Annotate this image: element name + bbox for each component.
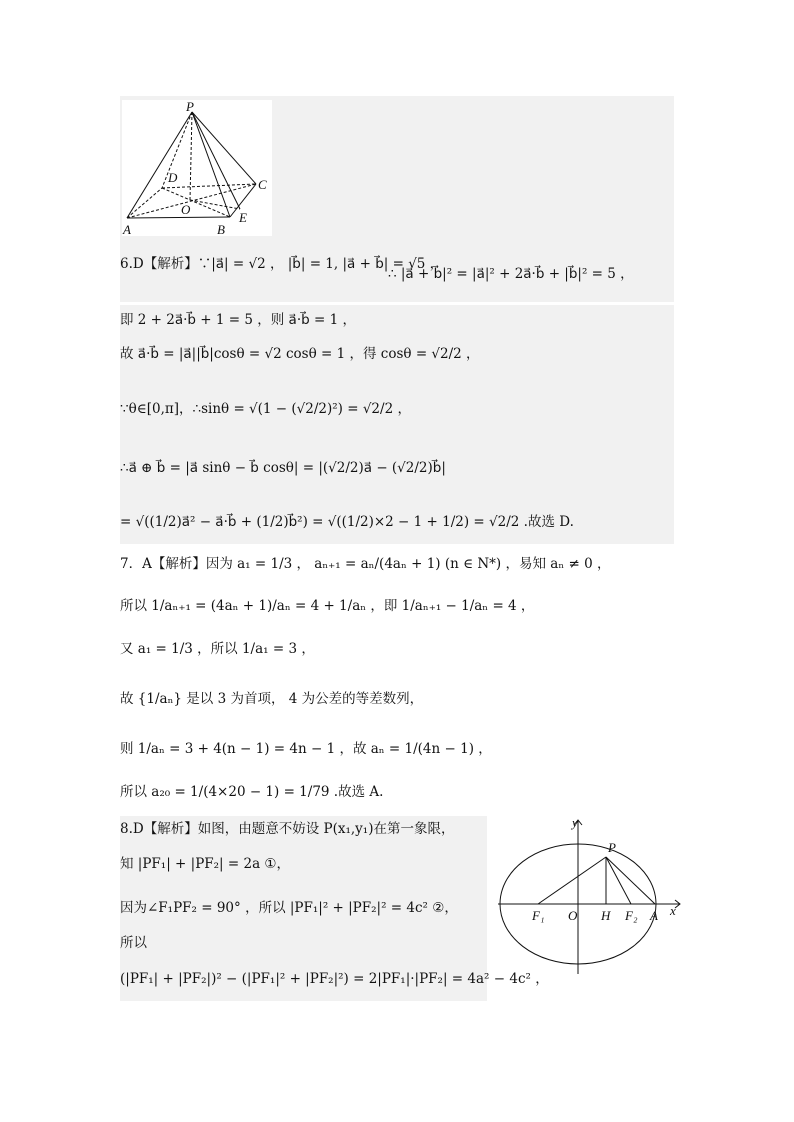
- ellipse-label-p: P: [608, 840, 616, 855]
- q8-line-5: (|PF₁| + |PF₂|)² − (|PF₁|² + |PF₂|²) = 2|PF₁|·|PF₂| = 4a² − 4c² ，: [120, 971, 549, 987]
- ellipse-label-f1: F₁: [532, 908, 545, 923]
- pyramid-label-a: A: [123, 222, 131, 236]
- q8-line-1: 8.D【解析】如图，由题意不妨设 P(x₁,y₁)在第一象限，: [120, 821, 455, 837]
- q8-line-2: 知 |PF₁| + |PF₂| = 2a ①，: [120, 856, 291, 872]
- q6-line-3: 故 a⃗·b⃗ = |a⃗||b⃗|cosθ = √2 cosθ = 1 ，得 cosθ = √2/2 ，: [120, 346, 480, 362]
- pyramid-figure: [122, 100, 272, 236]
- ellipse-label-f2: F₂: [625, 908, 638, 923]
- q8-line-3: 因为∠F₁PF₂ = 90° ，所以 |PF₁|² + |PF₂|² = 4c² ②，: [120, 900, 458, 916]
- pyramid-label-c: C: [258, 177, 267, 192]
- ellipse-label-h: H: [601, 908, 611, 923]
- ellipse-label-a: A: [650, 908, 658, 923]
- q7-line-1: 7．A【解析】因为 a₁ = 1/3 ， aₙ₊₁ = aₙ/(4aₙ + 1) (n ∈ N*) ，易知 aₙ ≠ 0 ，: [120, 556, 611, 572]
- q6-line-2: 即 2 + 2a⃗·b⃗ + 1 = 5 ，则 a⃗·b⃗ = 1 ，: [120, 312, 356, 328]
- ellipse-figure: [498, 814, 684, 976]
- q7-line-3: 又 a₁ = 1/3 ，所以 1/a₁ = 3 ，: [120, 641, 315, 657]
- pyramid-label-d: D: [168, 170, 178, 185]
- q6-line-6: = √((1/2)a⃗² − a⃗·b⃗ + (1/2)b⃗²) = √((1/2)×2 − 1 + 1/2) = √2/2 .故选 D.: [120, 514, 574, 530]
- pyramid-label-e: E: [239, 210, 247, 225]
- q7-line-2: 所以 1/aₙ₊₁ = (4aₙ + 1)/aₙ = 4 + 1/aₙ ，即 1/aₙ₊₁ − 1/aₙ = 4 ，: [120, 598, 535, 614]
- ellipse-label-y: y: [572, 815, 578, 830]
- pyramid-label-o: O: [181, 202, 191, 217]
- q7-line-5: 则 1/aₙ = 3 + 4(n − 1) = 4n − 1 ，故 aₙ = 1/(4n − 1) ，: [120, 741, 492, 757]
- ellipse-label-o: O: [568, 908, 578, 923]
- pyramid-label-p: P: [186, 100, 194, 114]
- q8-line-4: 所以: [120, 935, 147, 951]
- ellipse-label-x: x: [670, 903, 676, 918]
- q7-line-4: 故 {1/aₙ} 是以 3 为首项， 4 为公差的等差数列，: [120, 691, 424, 707]
- q6-shade-bottom: [120, 305, 674, 544]
- q7-line-6: 所以 a₂₀ = 1/(4×20 − 1) = 1/79 .故选 A.: [120, 784, 384, 800]
- pyramid-label-b: B: [217, 222, 225, 236]
- q6-line-1b: ∴ |a⃗ + b⃗|² = |a⃗|² + 2a⃗·b⃗ + |b⃗|² = 5 ，: [388, 266, 634, 282]
- q6-line-4: ∵θ∈[0,π]，∴sinθ = √(1 − (√2/2)²) = √2/2 ，: [120, 401, 411, 417]
- q6-line-5: ∴a⃗ ⊕ b⃗ = |a⃗ sinθ − b⃗ cosθ| = |(√2/2)a⃗ − (√2/2)b⃗|: [120, 460, 446, 476]
- q6-line-1: 6.D【解析】∵|a⃗| = √2 ， |b⃗| = 1, |a⃗ + b⃗| = √5 ，: [120, 256, 444, 272]
